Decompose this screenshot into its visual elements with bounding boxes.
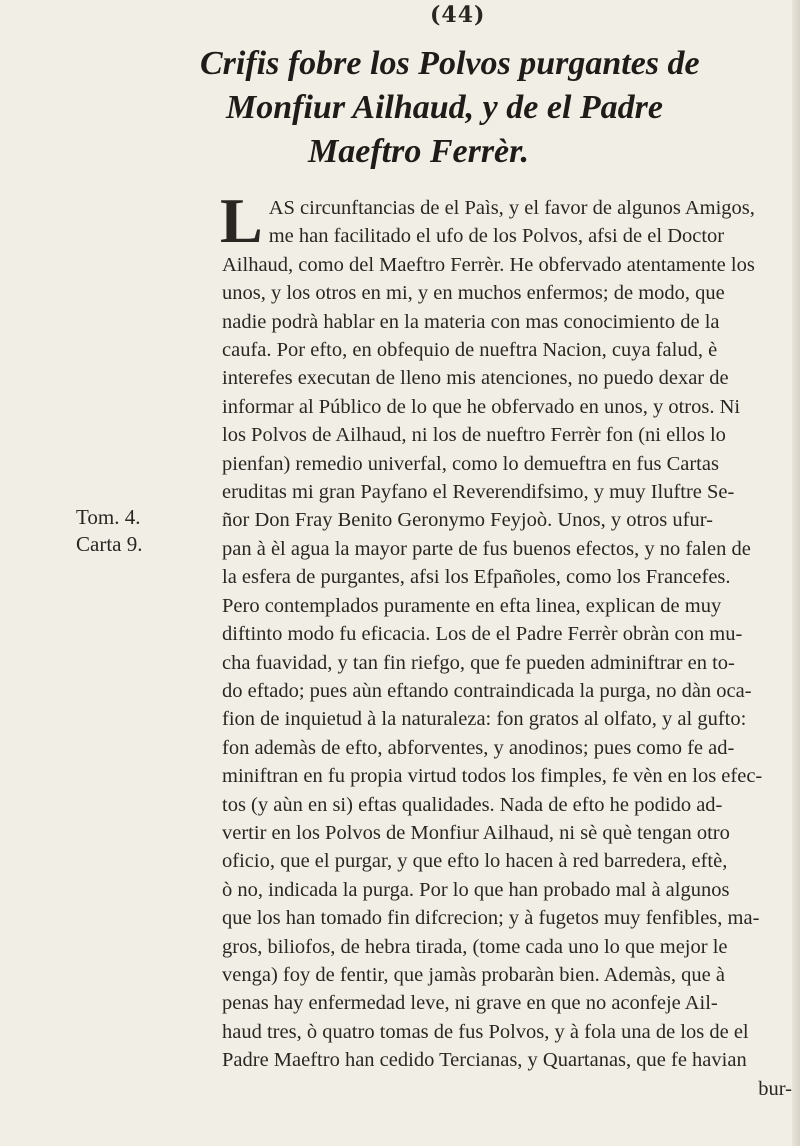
page-edge [792,0,800,1146]
catchword: bur- [758,1077,792,1100]
text-line: gros, biliofos, de hebra tirada, (tome cada uno lo que mejor le [222,935,728,958]
marginal-note [76,504,142,558]
title-line: Crifis fobre los Polvos purgantes de [200,45,700,82]
text-line: pan à èl agua la mayor parte de fus buenos efectos, y no falen de [222,537,751,560]
text-line: miniftran en fu propia virtud todos los fimples, fe vèn en los efec- [222,765,763,788]
text-line: pienfan) remedio univerfal, como lo demueftra en fus Cartas [222,452,719,475]
title-line: Monfiur Ailhaud, y de el Padre [226,89,663,126]
text-line: venga) foy de fentir, que jamàs probaràn bien. Ademàs, que à [222,963,725,986]
text-line: cha fuavidad, y tan fin riefgo, que fe pueden adminiftrar en to- [222,651,735,674]
text-line: interefes executan de lleno mis atenciones, no puedo dexar de [222,367,729,390]
body-text [220,185,792,1103]
text-line: informar al Público de lo que he obfervado en unos, y otros. Ni [222,395,741,418]
text-line: do eftado; pues aùn eftando contraindicada la purga, no dàn oca- [222,679,752,702]
text-line: penas hay enfermedad leve, ni grave en que no aconfeje Ail- [222,992,718,1015]
text-line: los Polvos de Ailhaud, ni los de nueftro Ferrèr fon (ni ellos lo [222,424,726,447]
marginal-note-volume: Tom. 4. [76,505,141,529]
text-line: que los han tomado fin difcrecion; y à fugetos muy fenfibles, ma- [222,907,760,930]
text-line: eruditas mi gran Payfano el Reverendifsimo, y muy Iluftre Se- [222,481,735,504]
text-line: Ailhaud, como del Maeftro Ferrèr. He obfervado atentamente los [222,253,755,276]
title-line: Maeftro Ferrèr. [308,133,529,170]
text-line: ò no, indicada la purga. Por lo que han probado mal à algunos [222,878,730,901]
text-line: la esfera de purgantes, afsi los Efpañoles, como los Francefes. [222,566,731,589]
text-line: Padre Maeftro han cedido Tercianas, y Quartanas, que fe havian [222,1049,747,1072]
chapter-title [160,42,780,174]
text-line: haud tres, ò quatro tomas de fus Polvos, y à fola una de los de el [222,1020,749,1043]
text-line: ñor Don Fray Benito Geronymo Feyjoò. Unos, y otros ufur- [222,509,713,532]
text-line: tos (y aùn en si) eftas qualidades. Nada de efto he podido ad- [222,793,723,816]
text-line: oficio, que el purgar, y que efto lo hacen à red barredera, eftè, [222,850,728,873]
text-line: Pero contemplados puramente en efta linea, explican de muy [222,594,722,617]
page-number: (44) [430,2,486,28]
text-line: nadie podrà hablar en la materia con mas conocimiento de la [222,310,720,333]
text-line: diftinto modo fu eficacia. Los de el Padre Ferrèr obràn con mu- [222,623,743,646]
text-line: caufa. Por efto, en obfequio de nueftra Nacion, cuya falud, è [222,339,718,362]
text-line: unos, y los otros en mi, y en muchos enfermos; de modo, que [222,282,725,305]
marginal-note-letter: Carta 9. [76,532,143,556]
drop-cap: L [220,185,263,256]
text-line: AS circunftancias de el Paìs, y el favor de algunos Amigos, [268,197,755,219]
text-line: fion de inquietud à la naturaleza: fon gratos al olfato, y al gufto: [222,708,747,731]
text-line: fon ademàs de efto, abforventes, y anodinos; pues como fe ad- [222,736,735,759]
text-line: vertir en los Polvos de Monfiur Ailhaud, ni sè què tengan otro [222,821,730,844]
text-line: me han facilitado el ufo de los Polvos, afsi de el Doctor [268,225,725,248]
